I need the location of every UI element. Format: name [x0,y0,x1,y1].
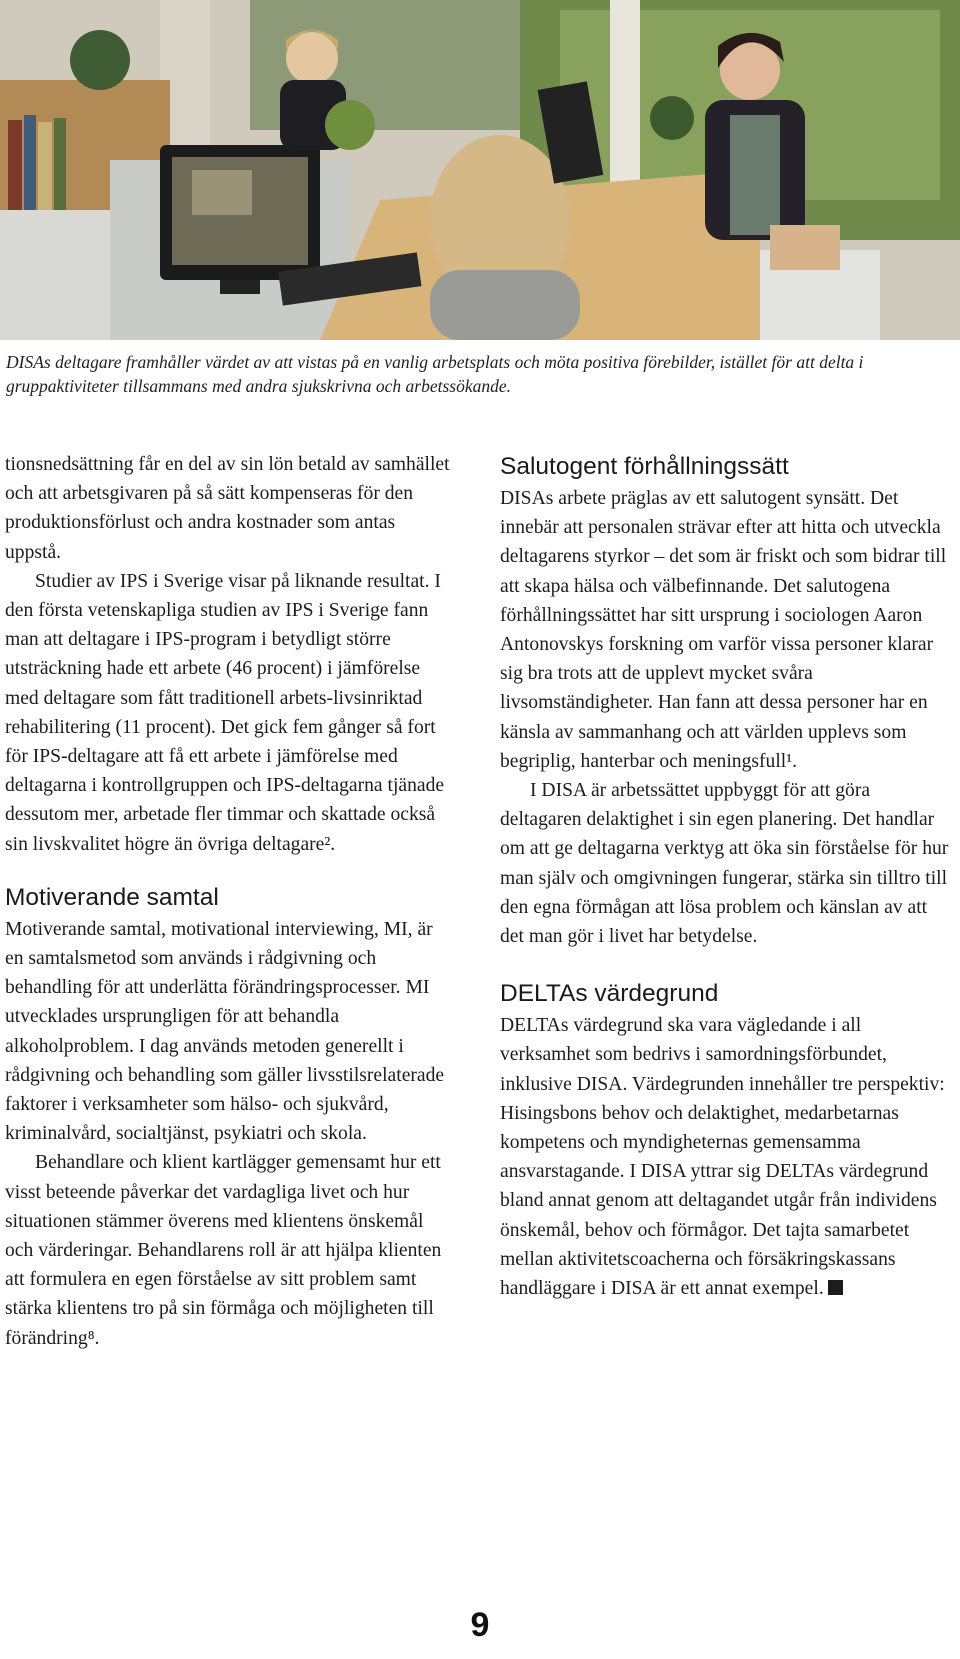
right-paragraph-3-text: DELTAs värdegrund ska vara vägledande i all verksamhet som bedrivs i samordningsförbundet, inklusive DISA. Värdegrunden innehåller tre perspektiv: Hisingsbons behov och delaktighet, medarbetarnas kompetens och myndigheternas gemensamma ansvarstagande. I DISA yttrar sig DELTAs värdegrund bland annat genom att deltagandet utgår från individens önskemål, behov och förmågor. Det tajta samarbetet mellan aktivitetscoacherna och försäkringskassans handläggare i DISA är ett annat exempel. [500,1015,945,1300]
office-photo [0,0,960,340]
heading-salutogent: Salutogent förhållningssätt [500,453,789,480]
photo-caption: DISAs deltagare framhåller värdet av att vistas på en vanlig arbetsplats och möta positiva förebilder, istället för att delta i gruppaktiviteter tillsammans med andra sjukskrivna och arbetssökande. [6,352,864,396]
page-number: 9 [470,1606,490,1644]
right-paragraph-3 [500,1011,955,1303]
right-paragraph-2: I DISA är arbetssättet uppbyggt för att göra deltagaren delaktighet i sin egen planering. Det handlar om att ge deltagarna verktyg att öka sin förståelse för hur man själv och omgivningen fungerar, stärka sin tilltro till den egna förmågan att lösa problem och känslan av att det man gör i livet har betydelse. [500,780,949,948]
left-column [5,450,455,1353]
right-paragraph-1: DISAs arbete präglas av ett salutogent synsätt. Det innebär att personalen strävar efter att hitta och utveckla deltagarens styrkor – det som är friskt och som bidrar till att skapa hälsa och välbefinnande. Det salutogena förhållningssättet har sitt ursprung i sociologen Aaron Antonovskys forskning om varför vissa personer klarar sig bra trots att de upplevt mycket svåra livsomständigheter. Han fann att dessa personer har en känsla av sammanhang och att världen upplevs som begriplig, hanterbar och meningsfull¹. [500,488,947,772]
left-paragraph-3: Motiverande samtal, motivational interviewing, MI, är en samtalsmetod som används i rådgivning och behandling för att underlätta förändringsprocesser. MI utvecklades ursprungligen för att behandla alkoholproblem. I dag används metoden generellt i rådgivning och behandling som gäller livsstilsrelaterade faktorer i verksamheter som hälso- och sjukvård, kriminalvård, socialtjänst, psykiatri och skola. [5,918,445,1145]
right-column [500,450,955,1303]
left-paragraph-1: tionsnedsättning får en del av sin lön betald av samhället och att arbetsgivaren på så sätt kompenseras för den produktionsförlust och andra kostnader som antas uppstå. [5,454,450,563]
left-paragraph-4: Behandlare och klient kartlägger gemensamt hur ett visst beteende påverkar det vardagliga livet och hur situationen stämmer överens med klientens önskemål och värderingar. Behandlarens roll är att hjälpa klienten att formulera en egen förståelse av sitt problem samt stärka klientens tro på sin förmåga och möjligheten till förändring⁸. [5,1152,442,1349]
left-paragraph-2: Studier av IPS i Sverige visar på liknande resultat. I den första vetenskapliga studien av IPS i Sverige fann man att deltagare i IPS-program i betydligt större utsträckning hade ett arbete (46 procent) i jämförelse med deltagare som fått traditionell arbets-livsinriktad rehabilitering (11 procent). Det gick fem gånger så fort för IPS-deltagare att få ett arbete i jämförelse med deltagarna i kontrollgruppen och IPS-deltagarna tjänade dessutom mer, arbetade fler timmar och skattade också sin livskvalitet högre än övriga deltagare². [5,570,445,855]
heading-motiverande-samtal: Motiverande samtal [5,883,219,911]
end-of-article-mark [828,1280,843,1295]
heading-deltas-vardegrund: DELTAs värdegrund [500,980,719,1008]
